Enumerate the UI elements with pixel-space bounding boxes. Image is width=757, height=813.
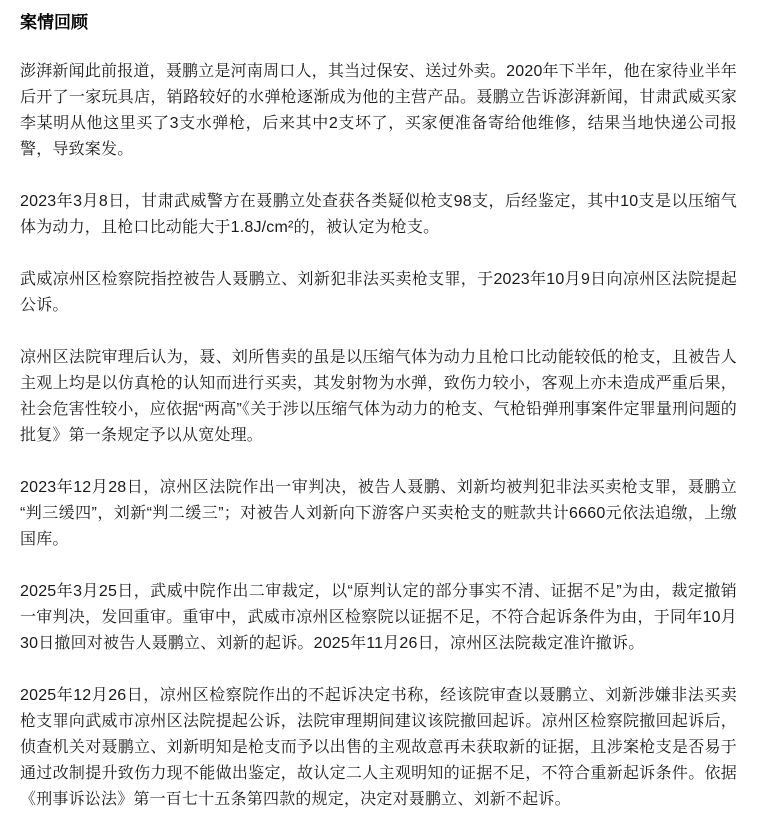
article-paragraph: 凉州区法院审理后认为，聂、刘所售卖的虽是以压缩气体为动力且枪口比动能较低的枪支，且被告人主观上均是以仿真枪的认知而进行买卖，其发射物为水弹，致伤力较小，客观上亦未造成严重后果，社会危害性较小，应依据“两高”《关于涉以压缩气体为动力的枪支、气枪铅弹刑事案件定罪量刑问题的批复》第一条规定予以从宽处理。 bbox=[20, 349, 737, 444]
section-title: 案情回顾 bbox=[20, 13, 88, 32]
article-paragraph: 武威凉州区检察院指控被告人聂鹏立、刘新犯非法买卖枪支罪，于2023年10月9日向凉州区法院提起公诉。 bbox=[20, 271, 737, 314]
article-paragraph: 2025年3月25日，武威中院作出二审裁定，以“原判认定的部分事实不清、证据不足”为由，裁定撤销一审判决，发回重审。重审中，武威市凉州区检察院以证据不足，不符合起诉条件为由，于同年10月30日撤回对被告人聂鹏立、刘新的起诉。2025年11月26日，凉州区法院裁定准许撤诉。 bbox=[20, 583, 737, 652]
article-paragraph: 2023年3月8日，甘肃武威警方在聂鹏立处查获各类疑似枪支98支，后经鉴定，其中10支是以压缩气体为动力，且枪口比动能大于1.8J/cm²的，被认定为枪支。 bbox=[20, 193, 737, 236]
article-paragraph: 2023年12月28日，凉州区法院作出一审判决，被告人聂鹏、刘新均被判犯非法买卖枪支罪，聂鹏立“判三缓四”，刘新“判二缓三”；对被告人刘新向下游客户买卖枪支的赃款共计6660元依法追缴，上缴国库。 bbox=[20, 479, 737, 548]
article-paragraph: 澎湃新闻此前报道，聂鹏立是河南周口人，其当过保安、送过外卖。2020年下半年，他在家待业半年后开了一家玩具店，销路较好的水弹枪逐渐成为他的主营产品。聂鹏立告诉澎湃新闻，甘肃武威买家李某明从他这里买了3支水弹枪，后来其中2支坏了，买家便准备寄给他维修，结果当地快递公司报警，导致案发。 bbox=[20, 63, 737, 158]
article-paragraph: 2025年12月26日，凉州区检察院作出的不起诉决定书称，经该院审查以聂鹏立、刘新涉嫌非法买卖枪支罪向武威市凉州区法院提起公诉，法院审理期间建议该院撤回起诉。凉州区检察院撤回起诉后，侦查机关对聂鹏立、刘新明知是枪支而予以出售的主观故意再未获取新的证据，且涉案枪支是否易于通过改制提升致伤力现不能做出鉴定，故认定二人主观明知的证据不足，不符合重新起诉条件。依据《刑事诉讼法》第一百七十五条第四款的规定，决定对聂鹏立、刘新不起诉。 bbox=[20, 687, 737, 808]
